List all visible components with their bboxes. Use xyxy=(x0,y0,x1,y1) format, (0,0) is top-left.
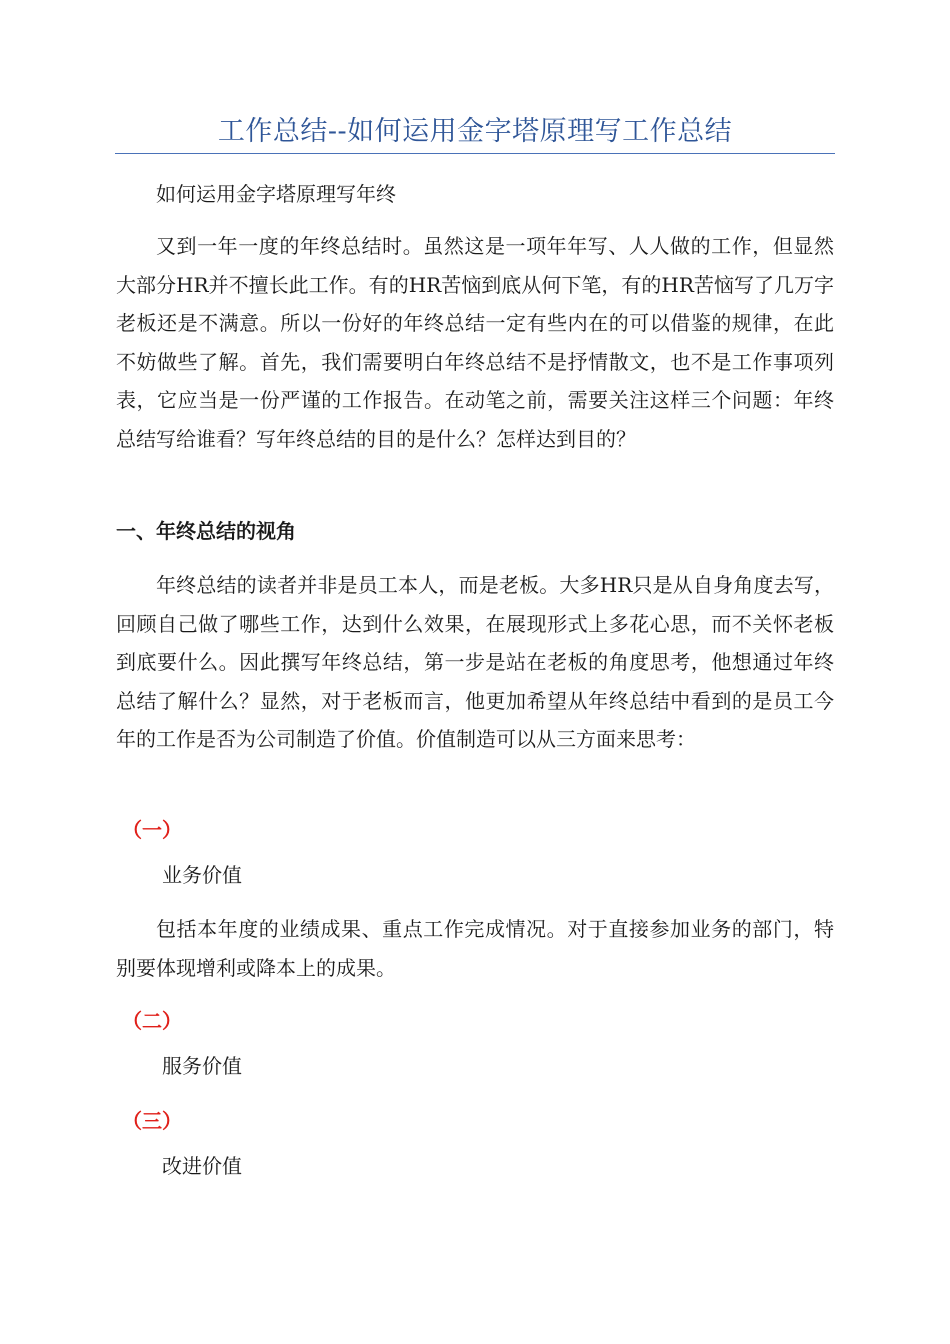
list-item-title: 业务价值 xyxy=(162,863,242,887)
list-item-title: 服务价值 xyxy=(162,1054,242,1078)
list-marker: （一） xyxy=(122,818,182,842)
intro-paragraph: 又到一年一度的年终总结时。虽然这是一项年年写、人人做的工作，但显然大部分HR并不擅长此工作。有的HR苦恼到底从何下笔，有的HR苦恼写了几万字老板还是不满意。所以一份好的年终总结一定有些内在的可以借鉴的规律，在此不妨做些了解。首先，我们需要明白年终总结不是抒情散文，也不是工作事项列表，它应当是一份严谨的工作报告。在动笔之前，需要关注这样三个问题：年终总结写给谁看？写年终总结的目的是什么？怎样达到目的？ xyxy=(116,234,834,451)
document-subtitle: 如何运用金字塔原理写年终 xyxy=(156,182,396,206)
title-underline xyxy=(115,153,835,154)
section-body-paragraph: 年终总结的读者并非是员工本人，而是老板。大多HR只是从自身角度去写，回顾自己做了哪些工作，达到什么效果，在展现形式上多花心思，而不关怀老板到底要什么。因此撰写年终总结，第一步是站在老板的角度思考，他想通过年终总结了解什么？显然，对于老板而言，他更加希望从年终总结中看到的是员工今年的工作是否为公司制造了价值。价值制造可以从三方面来思考： xyxy=(116,573,834,751)
list-item-description: 包括本年度的业绩成果、重点工作完成情况。对于直接参加业务的部门，特别要体现增利或降本上的成果。 xyxy=(116,917,834,980)
list-item-title: 改进价值 xyxy=(162,1154,242,1178)
section-heading: 一、年终总结的视角 xyxy=(116,519,296,543)
document-title: 工作总结--如何运用金字塔原理写工作总结 xyxy=(217,116,733,147)
list-marker: （三） xyxy=(122,1109,182,1133)
list-marker: （二） xyxy=(122,1009,182,1033)
